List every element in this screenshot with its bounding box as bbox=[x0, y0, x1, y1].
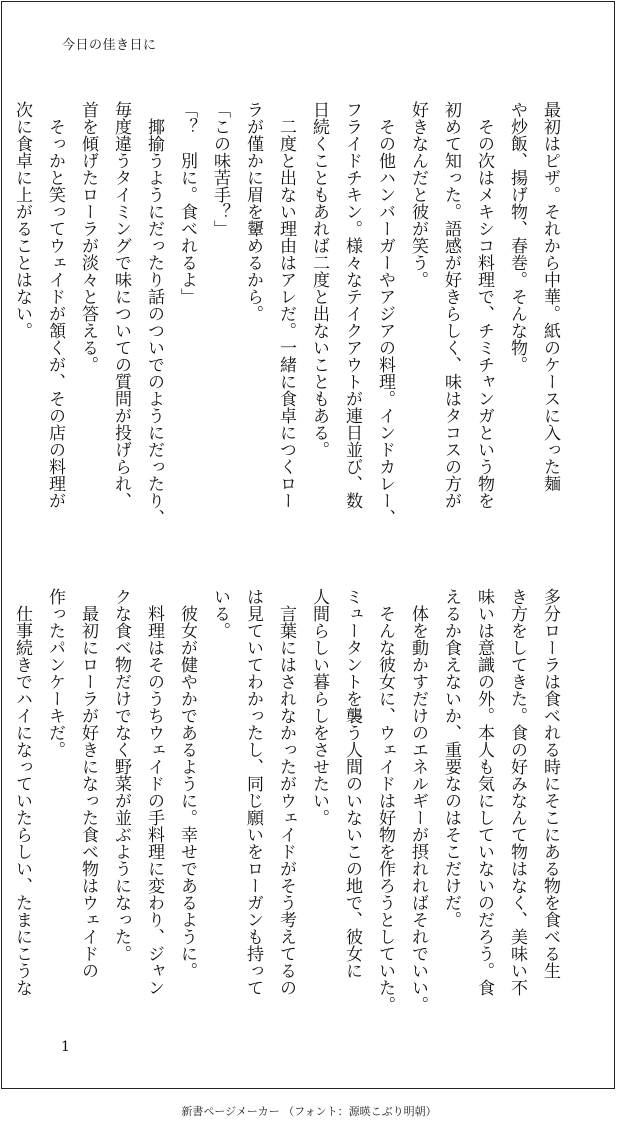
text-line: 「？ 別に。食べれるよ」 bbox=[177, 101, 197, 305]
text-line: 初めて知った。語感が好きらしく、味はタコスの方が bbox=[441, 101, 461, 509]
text-line: 彼女が健やかであるように。幸せであるように。 bbox=[177, 588, 197, 979]
text-line: や炒飯、揚げ物、春巻。そんな物。 bbox=[507, 101, 527, 373]
text-line: クな食べ物だけでなく野菜が並ぶようになった。 bbox=[111, 588, 131, 962]
text-line: そっかと笑ってウェイドが頷くが、その店の料理が bbox=[45, 101, 65, 509]
text-line: その他ハンバーガーやアジアの料理。インドカレー、 bbox=[375, 101, 395, 526]
text-line: えるか食えないか、重要なのはそこだけだ。 bbox=[441, 588, 461, 928]
text-line: 料理はそのうちウェイドの手料理に変わり、ジャン bbox=[144, 588, 164, 996]
page-frame bbox=[1, 1, 615, 1089]
text-line: いる。 bbox=[210, 588, 230, 639]
page-title: 今日の佳き日に bbox=[62, 38, 157, 53]
text-line: 日続くこともあれば二度と出ないこともある。 bbox=[309, 101, 329, 458]
text-line: 「この味苦手？」 bbox=[210, 101, 230, 237]
text-line: 人間らしい暮らしをさせたい。 bbox=[309, 588, 329, 826]
body-text-top bbox=[12, 101, 566, 537]
text-line: き方をしてきた。食の好みなんて物はなく、美味い不 bbox=[507, 588, 527, 996]
body-text-bottom bbox=[12, 588, 566, 1013]
footer-credit: 新書ページメーカー （フォント：源暎こぶり明朝） bbox=[181, 1105, 437, 1118]
text-line: 好きなんだと彼が笑う。 bbox=[408, 101, 428, 288]
text-line: ミュータントを襲う人間のいないこの地で、彼女に bbox=[342, 588, 362, 979]
text-line: ラが僅かに眉を顰めるから。 bbox=[243, 101, 263, 322]
text-line: 作ったパンケーキだ。 bbox=[45, 588, 65, 758]
text-line: 毎度違うタイミングで味についての質問が投げられ、 bbox=[111, 101, 131, 509]
text-line: 味いは意識の外。本人も気にしていないのだろう。食 bbox=[474, 588, 494, 996]
page-number: 1 bbox=[61, 1039, 70, 1055]
text-line: 二度と出ない理由はアレだ。一緒に食卓につくロー bbox=[276, 101, 296, 509]
text-line: は見ていてわかったし、同じ願いをローガンも持って bbox=[243, 588, 263, 996]
text-line: その次はメキシコ料理で、チミチャンガという物を bbox=[474, 101, 494, 509]
text-line: 揶揄うようにだったり話のついでのようにだったり、 bbox=[144, 101, 164, 526]
text-line: 次に食卓に上がることはない。 bbox=[12, 101, 32, 339]
text-line: フライドチキン。様々なテイクアウトが連日並び、数 bbox=[342, 101, 362, 509]
text-line: 体を動かすだけのエネルギーが摂れればそれでいい。 bbox=[408, 588, 428, 1013]
text-line: そんな彼女に、ウェイドは好物を作ろうとしていた。 bbox=[375, 588, 395, 1013]
text-line: 最初はピザ。それから中華。紙のケースに入った麺 bbox=[540, 101, 560, 492]
text-line: 最初にローラが好きになった食べ物はウェイドの bbox=[78, 588, 98, 979]
text-line: 仕事続きでハイになっていたらしい、たまにこうな bbox=[12, 588, 32, 996]
text-line: 言葉にはされなかったがウェイドがそう考えてるの bbox=[276, 588, 296, 996]
text-line: 首を傾げたローラが淡々と答える。 bbox=[78, 101, 98, 373]
text-line: 多分ローラは食べれる時にそこにある物を食べる生 bbox=[540, 588, 560, 979]
